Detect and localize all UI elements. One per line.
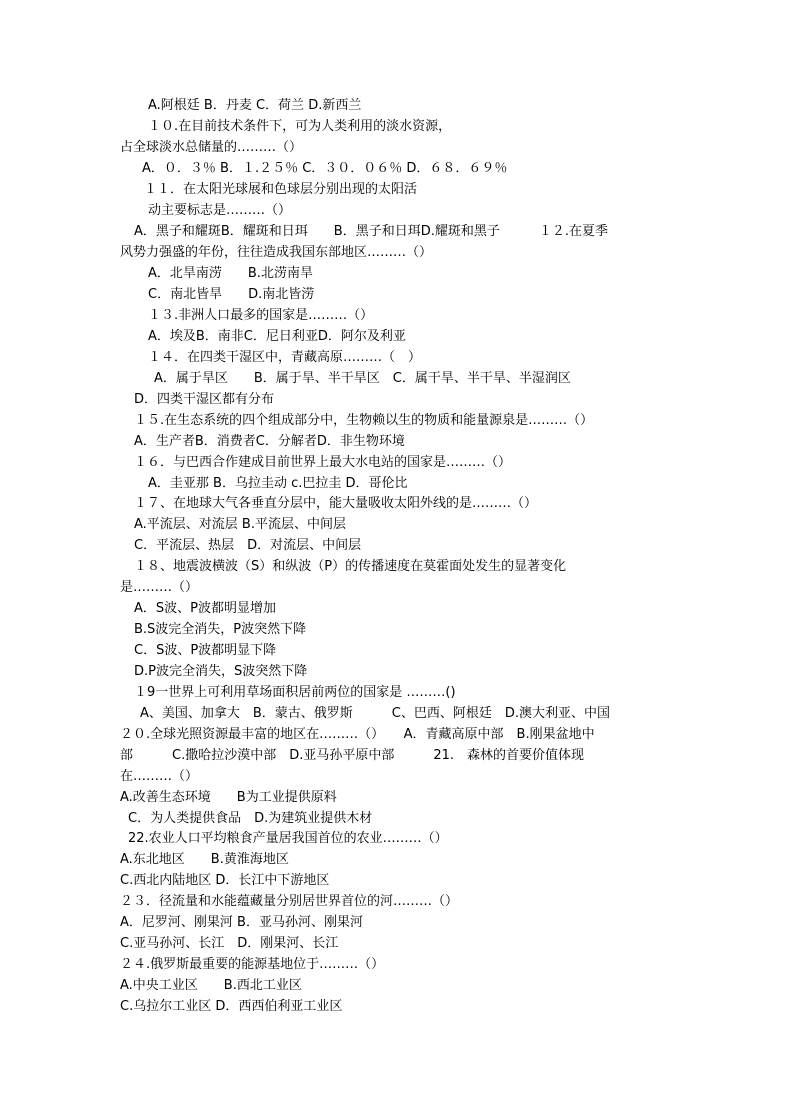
q14-option-d: D．四类干湿区都有分布 (134, 392, 275, 407)
q11-stem-line-1: １１．在太阳光球展和色球层分别出现的太阳活 (144, 182, 418, 197)
q22-options-cd: C.西北内陆地区 D．长江中下游地区 (120, 873, 330, 888)
q21-options-ab: A.改善生态环境 B为工业提供原料 (120, 790, 337, 805)
q12-stem-line-2: 风势力强盛的年份，往往造成我国东部地区………（） (120, 245, 433, 260)
q18-stem-line-1: １８、地震波横波（S）和纵波（P）的传播速度在莫霍面处发生的显著变化 (134, 559, 567, 574)
q18-stem-line-2: 是………（） (120, 580, 199, 595)
q11-options-q12-stem: A．黑子和耀斑B．耀斑和日珥 B．黑子和日珥D.耀斑和黑子 １２.在夏季 (134, 224, 609, 239)
q20-stem-and-options: ２０.全球光照资源最丰富的地区在………（） A．青藏高原中部 B.刚果盆地中 (120, 727, 595, 742)
q18-option-a: A．S波、P波都明显增加 (134, 601, 276, 616)
q24-stem: ２４.俄罗斯最重要的能源基地位于………（） (120, 957, 385, 972)
q18-option-d: D.P波完全消失，S波突然下降 (134, 664, 308, 679)
q16-stem: １６．与巴西合作建成目前世界上最大水电站的国家是………（） (134, 455, 512, 470)
q10-stem-line-2: 占全球淡水总储量的………（） (120, 140, 303, 155)
q10-stem-line-1: １０.在目前技术条件下，可为人类利用的淡水资源， (148, 119, 452, 134)
q16-options: A．圭亚那 B．乌拉圭动 c.巴拉圭 D．哥伦比 (148, 476, 408, 491)
q22-stem: 22.农业人口平均粮食产量居我国首位的农业………（） (128, 831, 448, 846)
q23-options-cd: C.亚马孙河、长江 D．刚果河、长江 (120, 936, 339, 951)
q12-options-cd: C．南北皆旱 D.南北皆涝 (148, 287, 315, 302)
q11-stem-line-2: 动主要标志是………（） (148, 203, 292, 218)
q20-options-q21-stem: 部 C.撒哈拉沙漠中部 D.亚马孙平原中部 21. 森林的首要价值体现 (120, 748, 585, 763)
q14-stem: １４．在四类干湿区中，青藏高原………（ ） (148, 350, 422, 365)
q17-options-ab: A.平流层、对流层 B.平流层、中间层 (134, 517, 346, 532)
q13-options: A．埃及B．南非C．尼日利亚D．阿尔及利亚 (148, 329, 406, 344)
q12-options-ab: A．北旱南涝 B.北涝南旱 (148, 266, 313, 281)
q18-option-b: B.S波完全消失，P波突然下降 (134, 622, 307, 637)
q15-stem: １５.在生态系统的四个组成部分中，生物赖以生的物质和能量源泉是………（） (134, 413, 594, 428)
q22-options-ab: A.东北地区 B.黄淮海地区 (120, 852, 289, 867)
q18-option-c: C．S波、P波都明显下降 (134, 643, 277, 658)
q15-options: A．生产者B．消费者C．分解者D．非生物环境 (134, 434, 405, 449)
q21-stem-line-2: 在………（） (120, 769, 199, 784)
q23-options-ab: A．尼罗河、刚果河 B．亚马孙河、刚果河 (120, 915, 363, 930)
q13-stem: １３.非洲人口最多的国家是………（） (148, 308, 374, 323)
q19-stem: １9一世界上可利用草场面积居前两位的国家是 ………() (134, 685, 456, 700)
q10-options: A．０．３％ B．１.２５％ C．３０．０６％ D．６８．６９％ (142, 161, 508, 176)
q23-stem: ２３．径流量和水能蕴藏量分别居世界首位的河………（） (120, 894, 459, 909)
q24-options-cd: C.乌拉尔工业区 D．西西伯利亚工业区 (120, 999, 343, 1014)
q19-options: A、美国、加拿大 B．蒙古、俄罗斯 C、巴西、阿根廷 D.澳大利亚、中国 (140, 706, 611, 721)
q17-stem: １７、在地球大气各垂直分层中，能大量吸收太阳外线的是………（） (134, 496, 538, 511)
q14-options-abc: A．属于旱区 B．属于旱、半干旱区 C．属干旱、半干旱、半湿润区 (154, 371, 571, 386)
q9-options: A.阿根廷 B．丹麦 C．荷兰 D.新西兰 (148, 98, 362, 113)
q17-options-cd: C．平流层、热层 D．对流层、中间层 (134, 538, 362, 553)
q21-options-cd: C．为人类提供食品 D.为建筑业提供木材 (128, 811, 373, 826)
q24-options-ab: A.中央工业区 B.西北工业区 (120, 978, 302, 993)
